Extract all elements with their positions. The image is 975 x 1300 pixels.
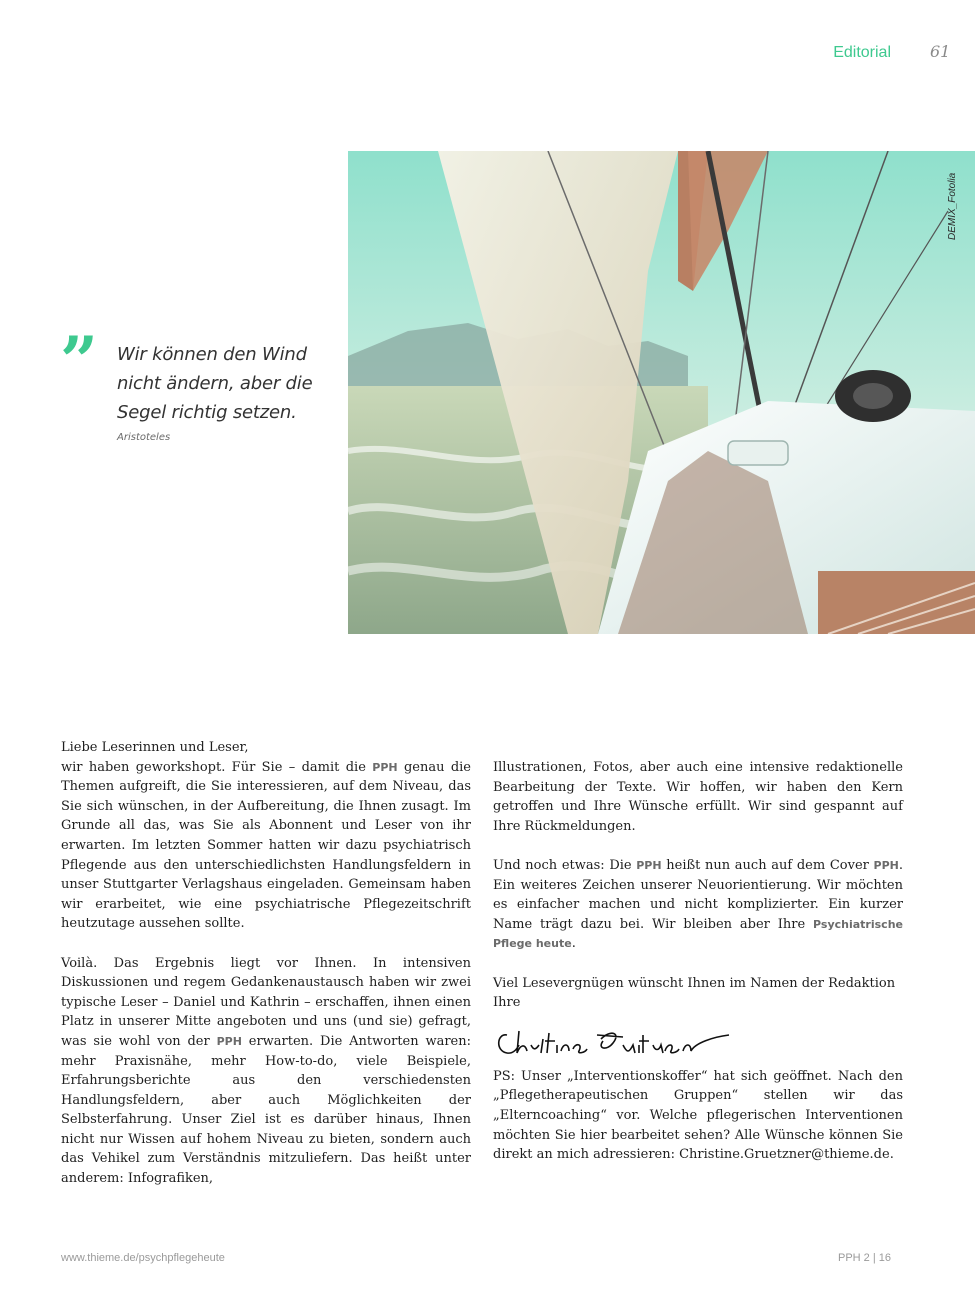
body-column-left xyxy=(61,738,471,1189)
pph-acronym: PPH xyxy=(372,760,398,774)
section-title: Editorial xyxy=(833,44,891,61)
signature xyxy=(493,1021,903,1063)
quote-line: Segel richtig setzen. xyxy=(117,402,297,423)
page-number: 61 xyxy=(930,42,951,61)
paragraph-2: Voilà. Das Ergebnis liegt vor Ihnen. In intensiven Diskussionen und regem Gedankenaustausch haben wir zwei typische Leser – Daniel und Kathrin – erschaffen, ihnen einen Platz in unserer Mitte angeboten und uns (und sie) gefragt, was sie wohl von der PPH erwarten. Die Antworten waren: mehr Praxisnähe, mehr How-to-do, viele Beispiele, Erfahrungsberichte aus den verschiedensten Handlungsfeldern, aber auch Möglichkeiten der Selbsterfahrung. Unser Ziel ist es darüber hinaus, Ihnen nicht nur Wissen auf hohem Niveau zu bieten, sondern auch das Vehikel zum Verständnis mitzuliefern. Das heißt unter anderem: Infografiken, xyxy=(61,955,471,1187)
body-column-right xyxy=(493,758,903,1165)
quote-author: Aristoteles xyxy=(117,432,171,443)
quote-mark-icon: ” xyxy=(60,322,98,400)
paragraph-4: Und noch etwas: Die PPH heißt nun auch auf dem Cover PPH. Ein weiteres Zeichen unserer Neuorientierung. Wir möchten es einfacher machen und nicht komplizierter. Ein kurzer Name trägt dazu bei. Wir bleiben aber Ihre Psychiatrische Pflege heute. xyxy=(493,857,903,952)
quote-line: Wir können den Wind xyxy=(117,344,307,365)
pull-quote xyxy=(117,340,347,427)
closing-line: Viel Lesevergnügen wünscht Ihnen im Namen der Redaktion xyxy=(493,975,896,991)
photo-credit: DEMIX_Fotolia xyxy=(947,172,958,240)
postscript: PS: Unser „Interventionskoffer“ hat sich geöffnet. Nach den „Pflegetherapeutischen Gruppen“ stellen wir das „Elterncoaching“ vor. Welche pflegerischen Interventionen möchten Sie hier bearbeitet sehen? Alle Wünsche können Sie direkt an mich adressieren: Christine.Gruetzner@thieme.de. xyxy=(493,1068,903,1163)
quote-line: nicht ändern, aber die xyxy=(117,373,313,394)
paragraph-3: Illustrationen, Fotos, aber auch eine intensive redaktionelle Bearbeitung der Texte. Wir hoffen, wir haben den Kern getroffen und Ihre Wünsche erfüllt. Wir sind gespannt auf Ihre Rückmeldungen. xyxy=(493,760,903,834)
journal-name: Psychiatrische Pflege heute xyxy=(493,917,903,951)
footer-url: www.thieme.de/psychpflegeheute xyxy=(61,1252,225,1264)
salutation: Liebe Leserinnen und Leser, xyxy=(61,740,249,755)
closing-ihre: Ihre xyxy=(493,995,521,1011)
pph-acronym: PPH xyxy=(216,1034,242,1048)
sailing-photo xyxy=(348,151,975,634)
pph-acronym: PPH xyxy=(636,858,662,872)
pph-acronym: PPH xyxy=(873,858,899,872)
paragraph-1: wir haben geworkshopt. Für Sie – damit die PPH genau die Themen aufgreift, die Sie interessieren, auf dem Niveau, das Sie sich wünschen, in der Aufbereitung, die Ihnen zusagt. Im Grunde all das, was Sie als Abonnent und Leser von ihr erwarten. Im letzten Sommer hatten wir dazu psychiatrisch Pflegende aus den unterschiedlichsten Handlungsfeldern in unser Stuttgarter Verlagshaus eingeladen. Gemeinsam haben wir erarbeitet, wie eine psychiatrische Pflegezeitschrift heutzutage aussehen sollte. xyxy=(61,759,471,932)
footer-issue: PPH 2 | 16 xyxy=(838,1252,891,1264)
